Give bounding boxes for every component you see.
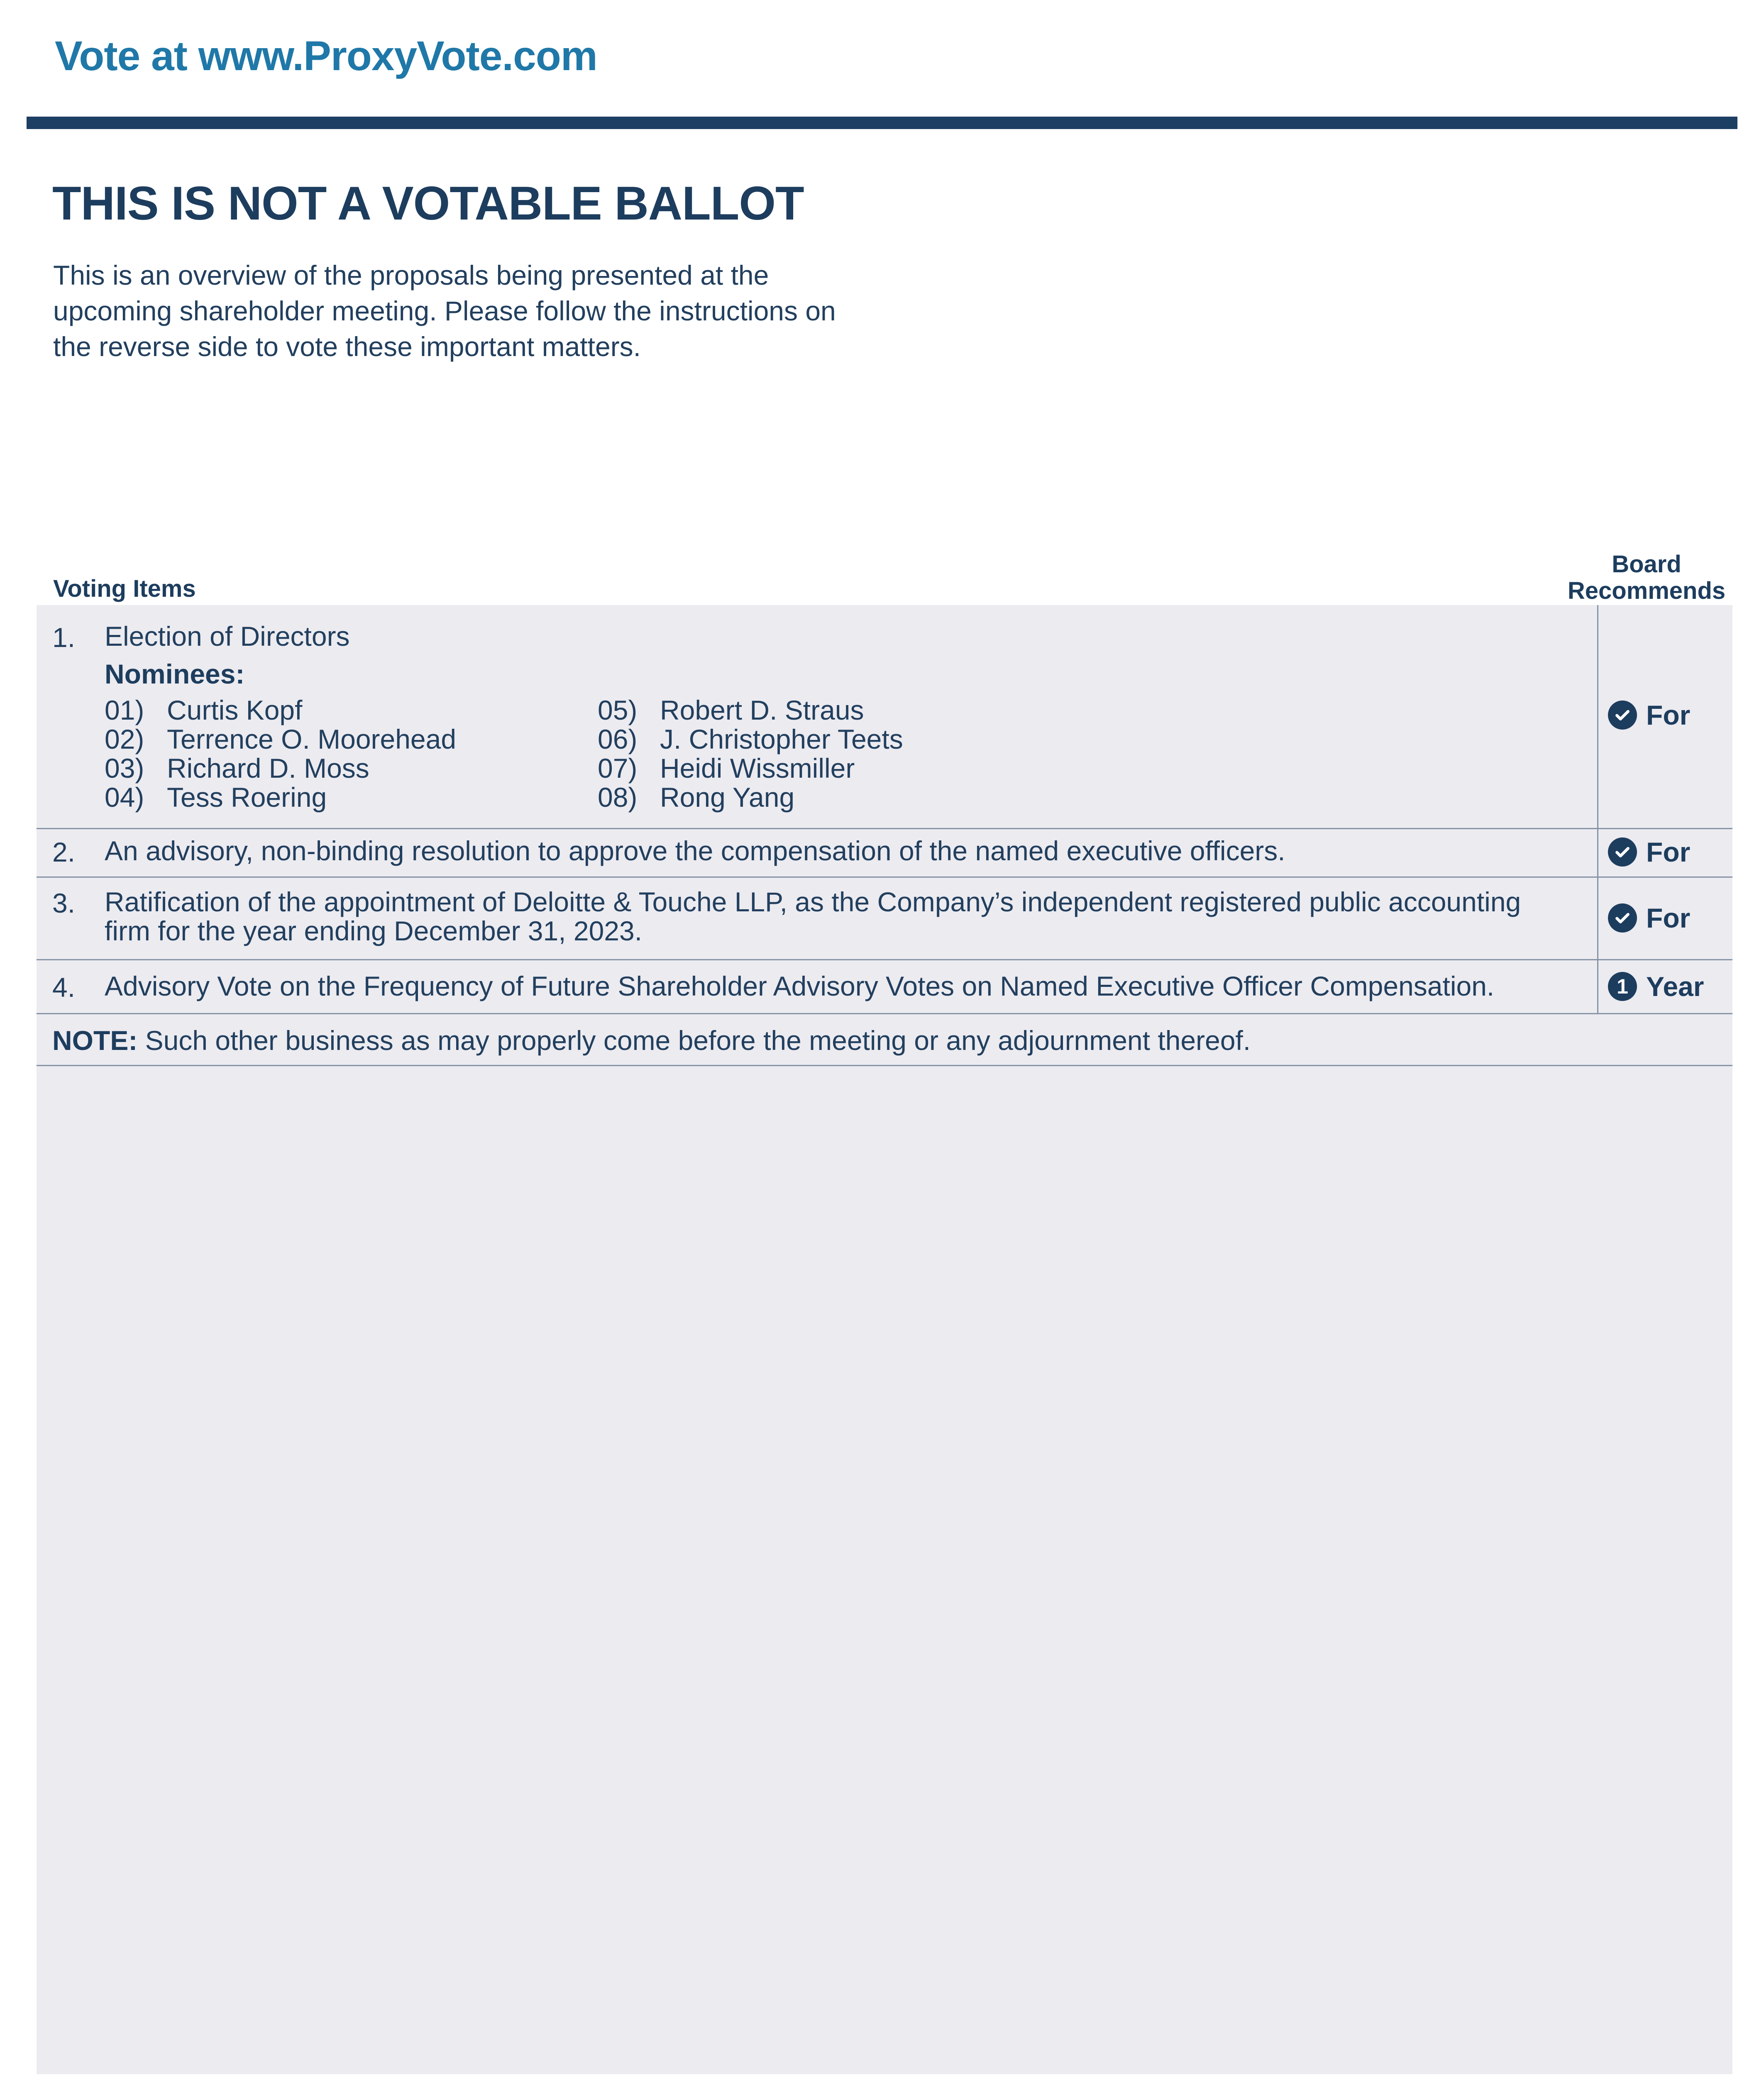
item-number: 4. — [52, 972, 76, 1003]
recommendation-label: For — [1646, 700, 1691, 730]
header-divider — [27, 117, 1737, 129]
item-number: 1. — [52, 622, 76, 653]
recommendation-cell-divider — [1597, 959, 1598, 1013]
item-text-line: Ratification of the appointment of Deloitte & Touche LLP, as the Company’s independent registered public accounting — [105, 886, 1521, 917]
nominee-item — [105, 725, 456, 754]
voting-item-row — [37, 876, 1732, 960]
recommendation-label: Year — [1646, 971, 1704, 1002]
item-text: Advisory Vote on the Frequency of Future Shareholder Advisory Votes on Named Executive Officer Compensation. — [105, 971, 1495, 1001]
nominee-item — [598, 725, 903, 754]
number-one-circle-icon — [1608, 972, 1637, 1001]
nominee-name: Heidi Wissmiller — [660, 753, 855, 784]
item-number: 2. — [52, 837, 76, 867]
recommendation-label: For — [1646, 837, 1691, 867]
nominee-number: 07) — [598, 753, 638, 784]
note-text — [52, 1025, 1251, 1056]
nominee-item — [598, 696, 864, 725]
nominee-item — [105, 754, 369, 783]
item-number: 3. — [52, 888, 76, 918]
item-text: An advisory, non-binding resolution to approve the compensation of the named executive officers. — [105, 835, 1285, 866]
board-recommends-header — [1561, 551, 1732, 604]
board-header-line1: Board — [1612, 551, 1681, 578]
proxyvote-header-link[interactable]: Vote at www.ProxyVote.com — [55, 33, 597, 79]
check-circle-icon — [1608, 903, 1637, 933]
nominee-number: 02) — [105, 724, 144, 754]
board-header-line2: Recommends — [1567, 577, 1726, 604]
note-label: NOTE: — [52, 1025, 138, 1056]
nominees-label: Nominees: — [105, 659, 245, 689]
item-text — [105, 887, 1595, 945]
nominee-name: Curtis Kopf — [167, 695, 303, 725]
voting-item-row — [37, 605, 1732, 829]
intro-line: the reverse side to vote these important matters. — [53, 331, 641, 362]
check-circle-icon — [1608, 701, 1637, 730]
nominee-number: 03) — [105, 753, 144, 784]
nominee-number: 05) — [598, 695, 638, 725]
nominee-item — [598, 754, 855, 783]
nominee-name: Rong Yang — [660, 782, 795, 813]
board-recommendation — [1608, 901, 1690, 935]
nominee-number: 06) — [598, 724, 638, 754]
nominee-name: Terrence O. Moorehead — [167, 724, 457, 754]
intro-line: upcoming shareholder meeting. Please follow the instructions on — [53, 295, 836, 326]
voting-items-header: Voting Items — [53, 575, 196, 602]
voting-item-row — [37, 959, 1732, 1014]
nominee-item — [105, 783, 327, 812]
recommendation-cell-divider — [1597, 605, 1598, 828]
nominee-name: Robert D. Straus — [660, 695, 864, 725]
nominee-name: Richard D. Moss — [167, 753, 369, 784]
intro-paragraph — [53, 257, 883, 364]
board-recommendation — [1608, 970, 1704, 1003]
nominee-item — [105, 696, 302, 725]
recommendation-label: For — [1646, 903, 1691, 933]
voting-item-row — [37, 828, 1732, 878]
recommendation-cell-divider — [1597, 828, 1598, 876]
nominee-number: 01) — [105, 695, 144, 725]
note-body: Such other business as may properly come before the meeting or any adjournment thereof. — [137, 1025, 1251, 1056]
badge-digit: 1 — [1617, 975, 1628, 998]
intro-line: This is an overview of the proposals being presented at the — [53, 260, 769, 290]
nominee-number: 04) — [105, 782, 144, 813]
recommendation-cell-divider — [1597, 876, 1598, 959]
nominee-item — [598, 783, 794, 812]
item-text: Election of Directors — [105, 621, 350, 652]
nominee-name: Tess Roering — [167, 782, 327, 813]
note-row — [37, 1013, 1732, 1066]
nominee-number: 08) — [598, 782, 638, 813]
check-circle-icon — [1608, 837, 1637, 867]
page-title: THIS IS NOT A VOTABLE BALLOT — [52, 177, 804, 230]
board-recommendation — [1608, 698, 1690, 732]
item-text-line: firm for the year ending December 31, 2023. — [105, 915, 643, 946]
nominee-name: J. Christopher Teets — [660, 724, 903, 754]
board-recommendation — [1608, 835, 1690, 869]
